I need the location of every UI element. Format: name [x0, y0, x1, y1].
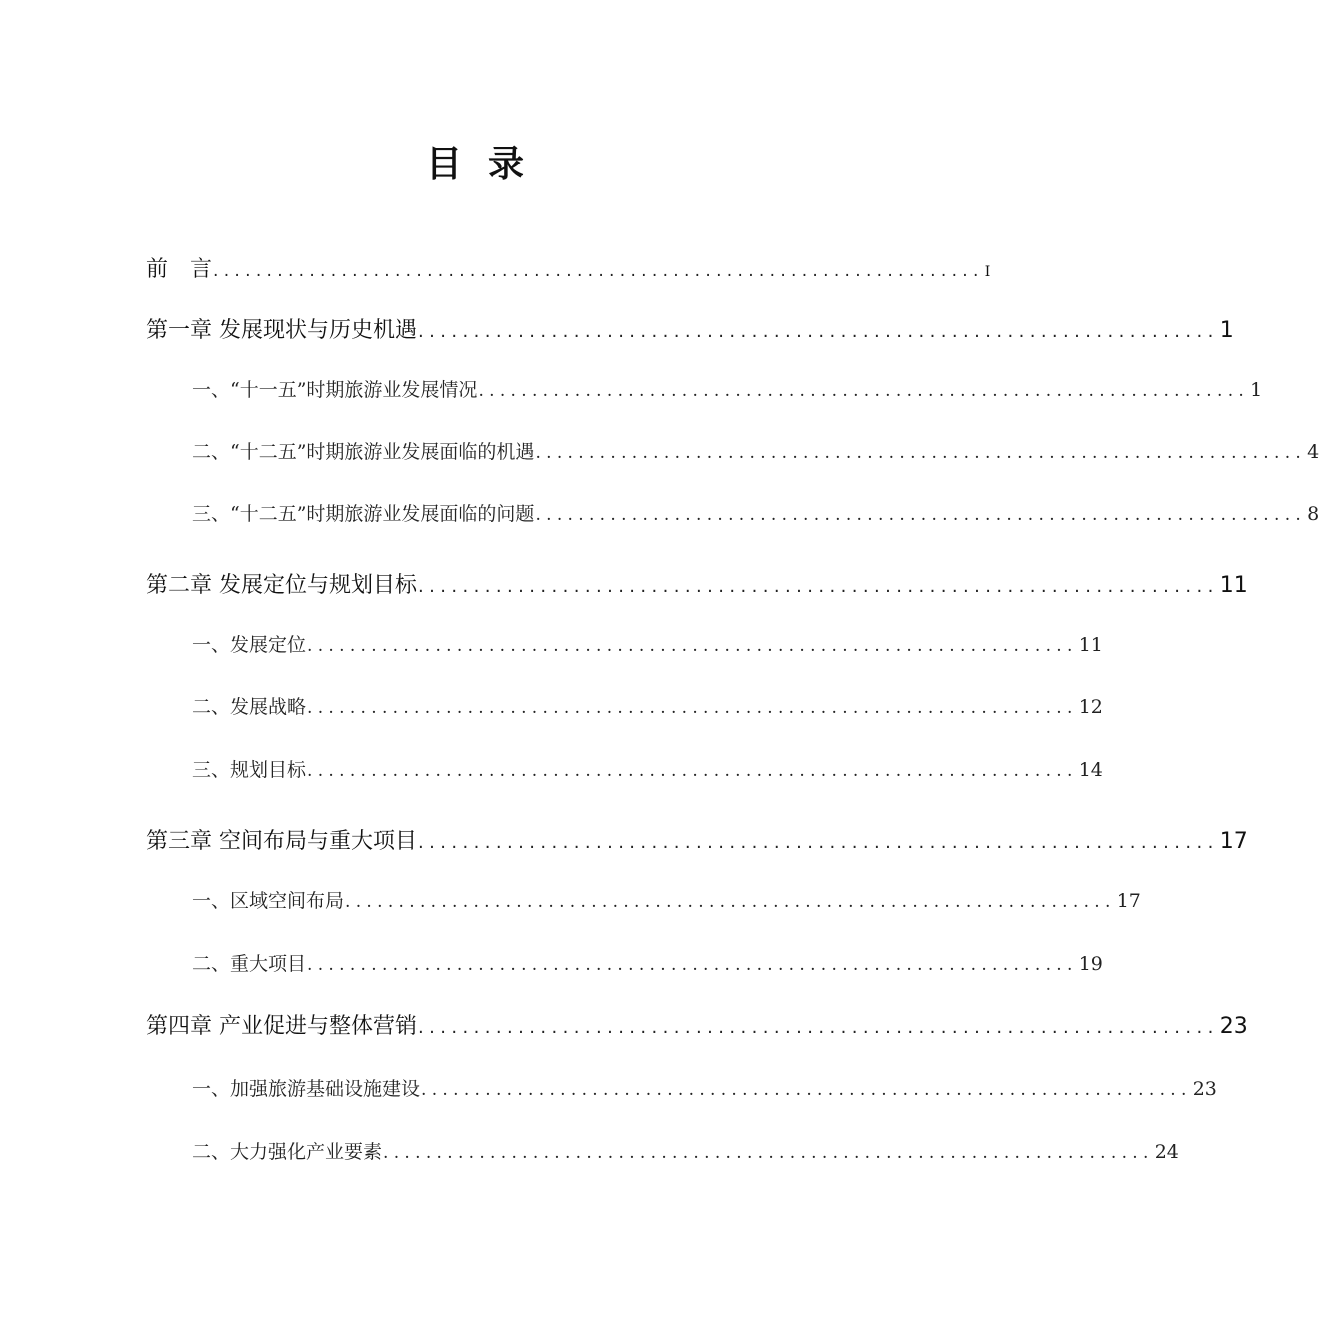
- toc-entry-label: 二、“十二五”时期旅游业发展面临的机遇: [192, 441, 535, 463]
- toc-page-number: 11: [1078, 634, 1103, 656]
- toc-entry-label: 三、“十二五”时期旅游业发展面临的问题: [192, 503, 535, 525]
- toc-entry-label: 第一章 发展现状与历史机遇: [146, 318, 417, 343]
- toc-page-number: 14: [1078, 759, 1103, 781]
- toc-entry-preface[interactable]: [146, 252, 991, 288]
- toc-page-number: 17: [1116, 890, 1141, 912]
- toc-page-number: 24: [1154, 1141, 1179, 1163]
- toc-page-number: 23: [1192, 1078, 1217, 1100]
- toc-entry-label: 二、大力强化产业要素: [192, 1141, 383, 1163]
- dot-leader: ........................................................................: [421, 1080, 1192, 1100]
- toc-entry-section-1-3[interactable]: [192, 499, 1319, 535]
- toc-entry-label: 一、加强旅游基础设施建设: [192, 1078, 421, 1100]
- dot-leader: ........................................................................: [478, 381, 1250, 401]
- dot-leader: ........................................................................: [418, 1017, 1219, 1038]
- dot-leader: ........................................................................: [345, 892, 1116, 912]
- toc-entry-chapter-2[interactable]: [146, 568, 1248, 604]
- dot-leader: ........................................................................: [418, 321, 1219, 342]
- toc-entry-label: 一、发展定位: [192, 634, 307, 656]
- dot-leader: ........................................................................: [307, 636, 1078, 656]
- toc-entry-chapter-4[interactable]: [146, 1009, 1248, 1045]
- toc-entry-section-2-1[interactable]: [192, 630, 1103, 666]
- dot-leader: ........................................................................: [307, 761, 1078, 781]
- dot-leader: ........................................................................: [418, 832, 1219, 853]
- toc-entry-label: 二、发展战略: [192, 696, 307, 718]
- toc-entry-section-1-2[interactable]: [192, 437, 1319, 473]
- toc-entry-label: 第三章 空间布局与重大项目: [146, 829, 417, 854]
- dot-leader: ........................................................................: [535, 505, 1307, 525]
- toc-entry-section-1-1[interactable]: [192, 375, 1263, 411]
- dot-leader: ........................................................................: [307, 698, 1078, 718]
- page-title-char-1: 目: [425, 143, 462, 185]
- toc-page-number: I: [984, 264, 991, 280]
- page-title-char-2: 录: [488, 143, 525, 185]
- toc-page-number: 12: [1078, 696, 1103, 718]
- dot-leader: ........................................................................: [307, 955, 1078, 975]
- toc-entry-label: 前 言: [146, 257, 213, 282]
- toc-entry-chapter-3[interactable]: [146, 824, 1248, 860]
- toc-entry-section-2-2[interactable]: [192, 692, 1103, 728]
- toc-page-number: 17: [1219, 829, 1248, 854]
- dot-leader: ........................................................................: [213, 261, 984, 281]
- toc-page-number: 23: [1219, 1014, 1248, 1039]
- toc-entry-label: 三、规划目标: [192, 759, 307, 781]
- toc-entry-section-4-2[interactable]: [192, 1137, 1179, 1173]
- dot-leader: ........................................................................: [535, 443, 1307, 463]
- toc-entry-label: 一、区域空间布局: [192, 890, 345, 912]
- toc-entry-section-3-2[interactable]: [192, 949, 1103, 985]
- toc-entry-label: 二、重大项目: [192, 953, 307, 975]
- toc-entry-chapter-1[interactable]: [146, 313, 1234, 349]
- toc-page-number: 4: [1307, 441, 1319, 463]
- toc-page-number: 11: [1219, 573, 1248, 598]
- dot-leader: ........................................................................: [418, 576, 1219, 597]
- toc-page-number: 19: [1078, 953, 1103, 975]
- toc-entry-section-4-1[interactable]: [192, 1074, 1217, 1110]
- toc-entry-label: 一、“十一五”时期旅游业发展情况: [192, 379, 478, 401]
- dot-leader: ........................................................................: [383, 1143, 1154, 1163]
- toc-entry-label: 第四章 产业促进与整体营销: [146, 1014, 417, 1039]
- toc-entry-section-3-1[interactable]: [192, 886, 1141, 922]
- toc-entry-section-2-3[interactable]: [192, 755, 1103, 791]
- toc-page-number: 1: [1250, 379, 1263, 401]
- toc-page-number: 8: [1307, 503, 1319, 525]
- toc-page-number: 1: [1219, 318, 1234, 343]
- toc-entry-label: 第二章 发展定位与规划目标: [146, 573, 417, 598]
